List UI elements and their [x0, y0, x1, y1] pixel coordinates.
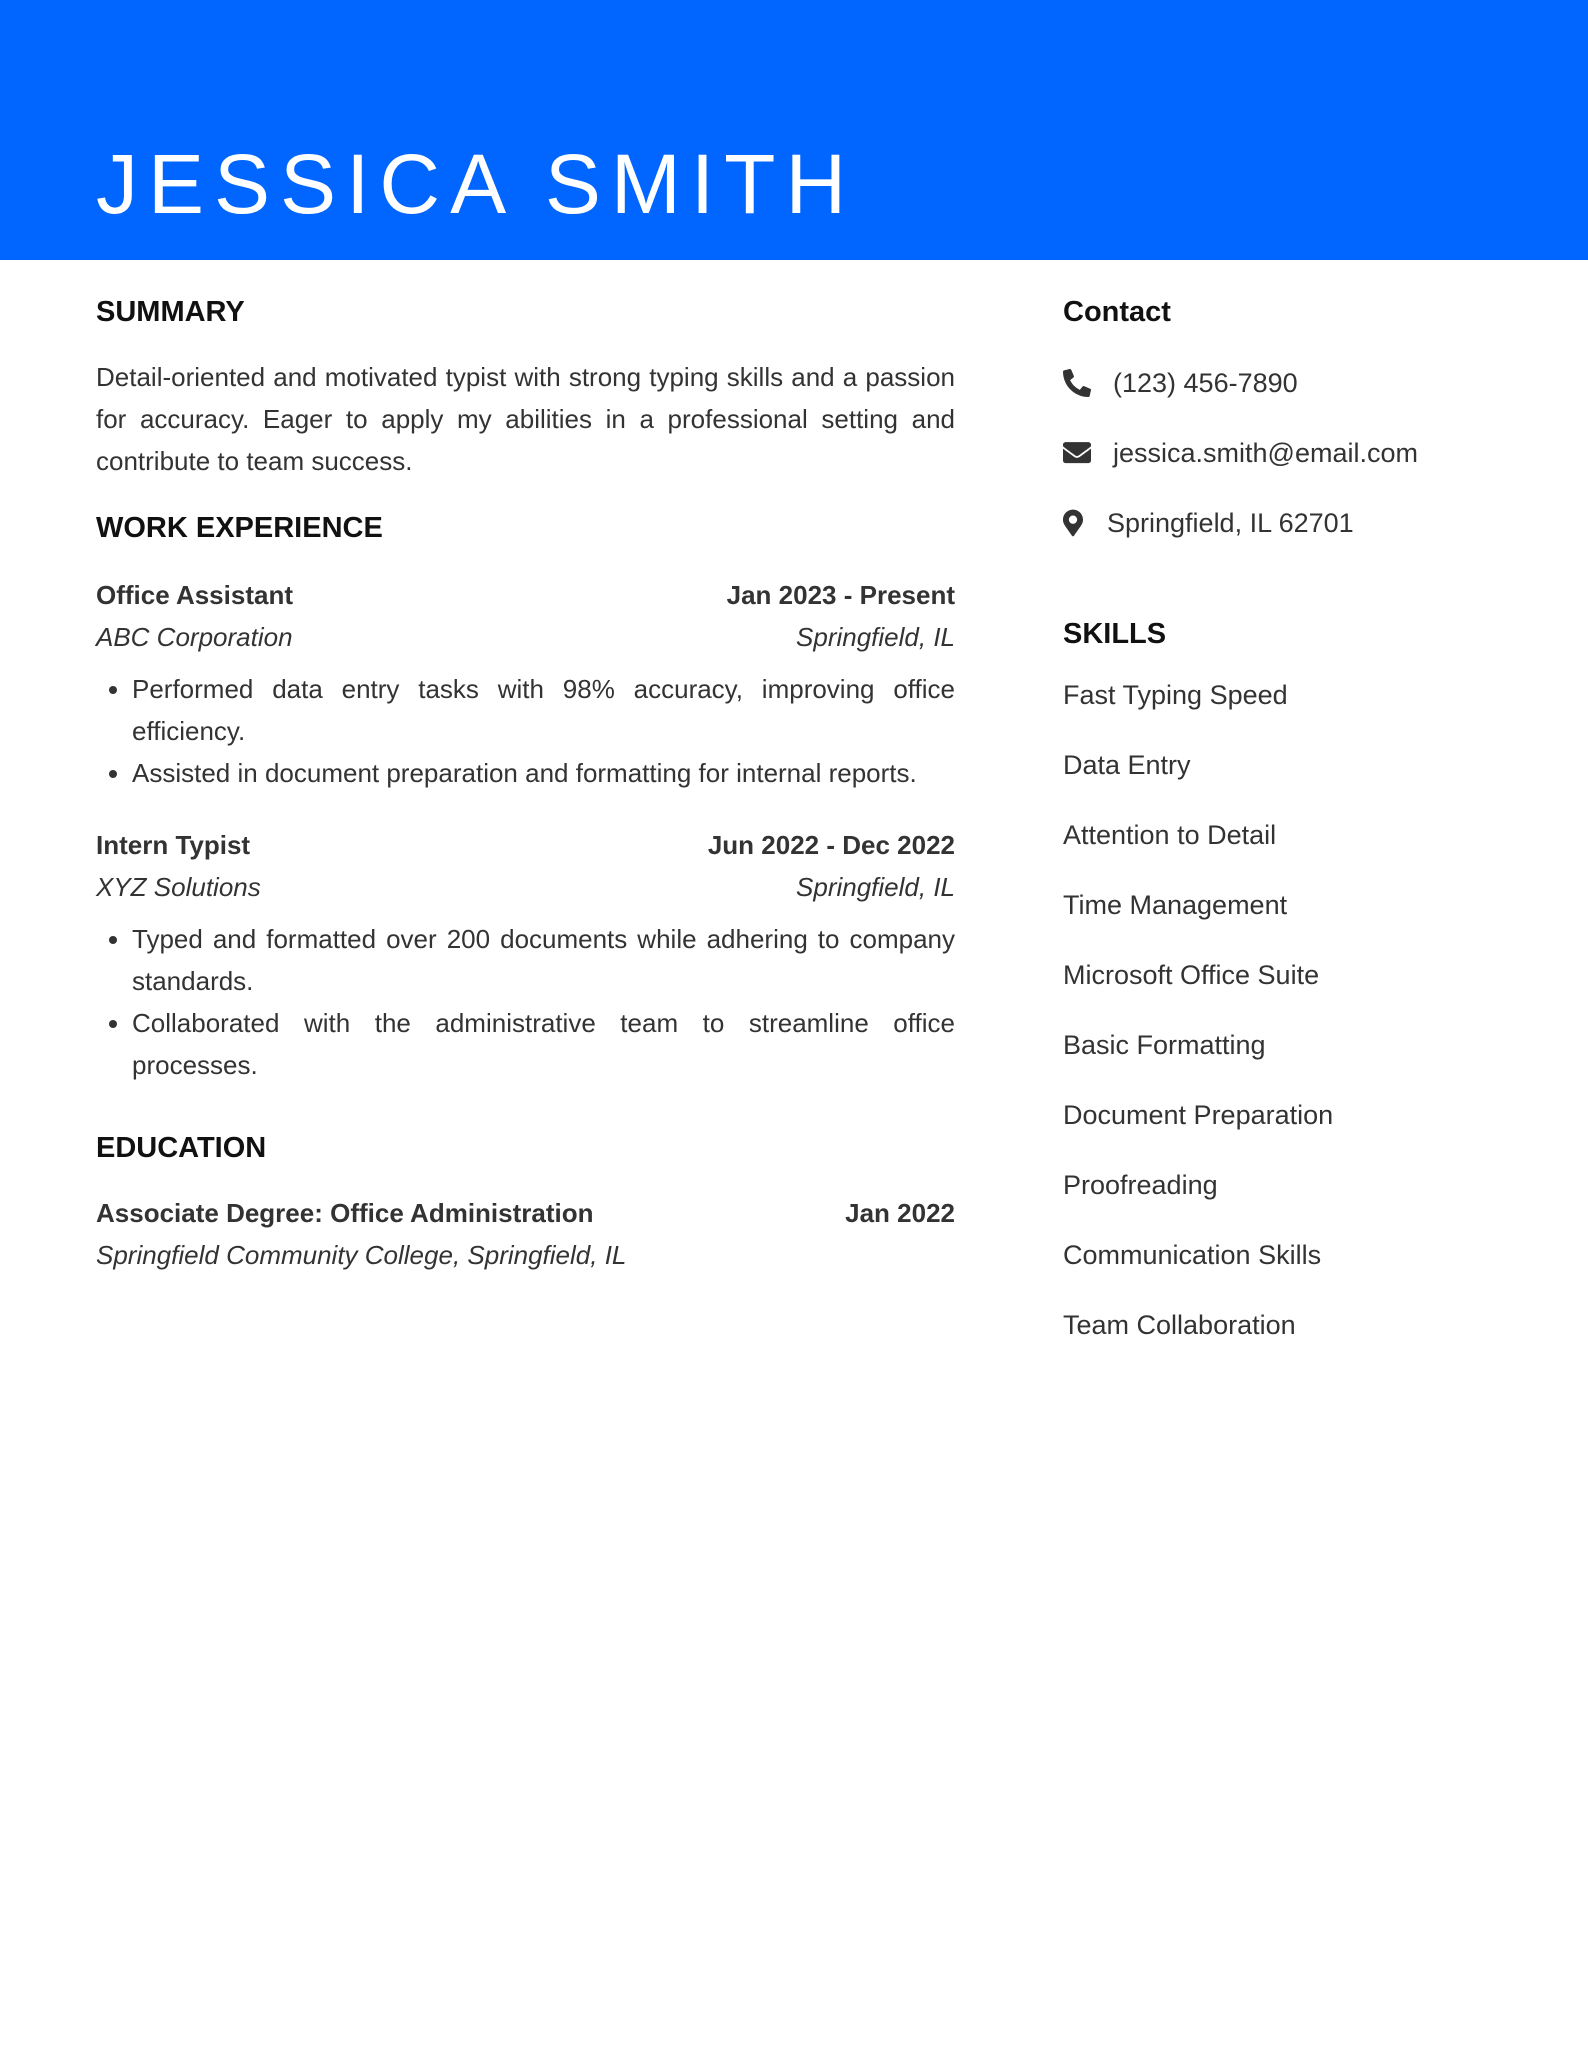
skills-list [1063, 674, 1503, 1346]
job-bullets [96, 668, 955, 794]
work-experience-heading: WORK EXPERIENCE [96, 512, 383, 544]
summary-heading: SUMMARY [96, 296, 245, 328]
contact-phone [1063, 362, 1503, 404]
job-role: Intern Typist [96, 830, 251, 860]
skill-item: Data Entry [1063, 750, 1191, 780]
job-bullet: • Collaborated with the administrative team to streamline office processes. [132, 1002, 955, 1086]
contact-list [1063, 362, 1503, 544]
job-company: XYZ Solutions [96, 872, 261, 902]
education-entry [96, 1192, 955, 1276]
skill-item: Proofreading [1063, 1170, 1218, 1200]
summary-text: Detail-oriented and motivated typist with strong typing skills and a passion for accuracy. Eager to apply my abilities in a professional setting and contribute to team success. [96, 362, 955, 476]
education-school: Springfield Community College, Springfield, IL [96, 1240, 627, 1270]
envelope-icon [1063, 438, 1093, 468]
job-bullet: • Assisted in document preparation and formatting for internal reports. [132, 752, 955, 794]
job-bullets [96, 918, 955, 1086]
phone-icon [1063, 368, 1093, 398]
job-location: Springfield, IL [796, 622, 955, 652]
skill-item: Microsoft Office Suite [1063, 960, 1320, 990]
job-entry [96, 574, 955, 794]
contact-location [1063, 502, 1503, 544]
job-dates: Jun 2022 - Dec 2022 [707, 830, 955, 860]
skill-item: Time Management [1063, 890, 1288, 920]
job-bullet: • Performed data entry tasks with 98% accuracy, improving office efficiency. [132, 668, 955, 752]
contact-heading: Contact [1063, 296, 1171, 328]
main-column [96, 290, 955, 1276]
education-date: Jan 2022 [845, 1198, 955, 1228]
job-role: Office Assistant [96, 580, 293, 610]
contact-email-text: jessica.smith@email.com [1113, 438, 1418, 468]
header-banner [0, 0, 1588, 260]
skill-item: Team Collaboration [1063, 1310, 1296, 1340]
job-entry [96, 824, 955, 1086]
education-heading: EDUCATION [96, 1132, 267, 1164]
skills-heading: SKILLS [1063, 618, 1167, 650]
contact-phone-text: (123) 456-7890 [1113, 368, 1298, 398]
contact-location-text: Springfield, IL 62701 [1107, 508, 1354, 538]
sidebar-column [1063, 290, 1503, 1346]
map-pin-icon [1063, 508, 1087, 538]
skill-item: Basic Formatting [1063, 1030, 1266, 1060]
job-bullet: • Typed and formatted over 200 documents while adhering to company standards. [132, 918, 955, 1002]
job-company: ABC Corporation [96, 622, 293, 652]
job-location: Springfield, IL [796, 872, 955, 902]
contact-email [1063, 432, 1503, 474]
skill-item: Attention to Detail [1063, 820, 1277, 850]
education-degree: Associate Degree: Office Administration [96, 1198, 594, 1228]
skill-item: Document Preparation [1063, 1100, 1334, 1130]
skill-item: Fast Typing Speed [1063, 680, 1288, 710]
skill-item: Communication Skills [1063, 1240, 1322, 1270]
job-dates: Jan 2023 - Present [726, 580, 955, 610]
candidate-name: JESSICA SMITH [96, 137, 857, 232]
